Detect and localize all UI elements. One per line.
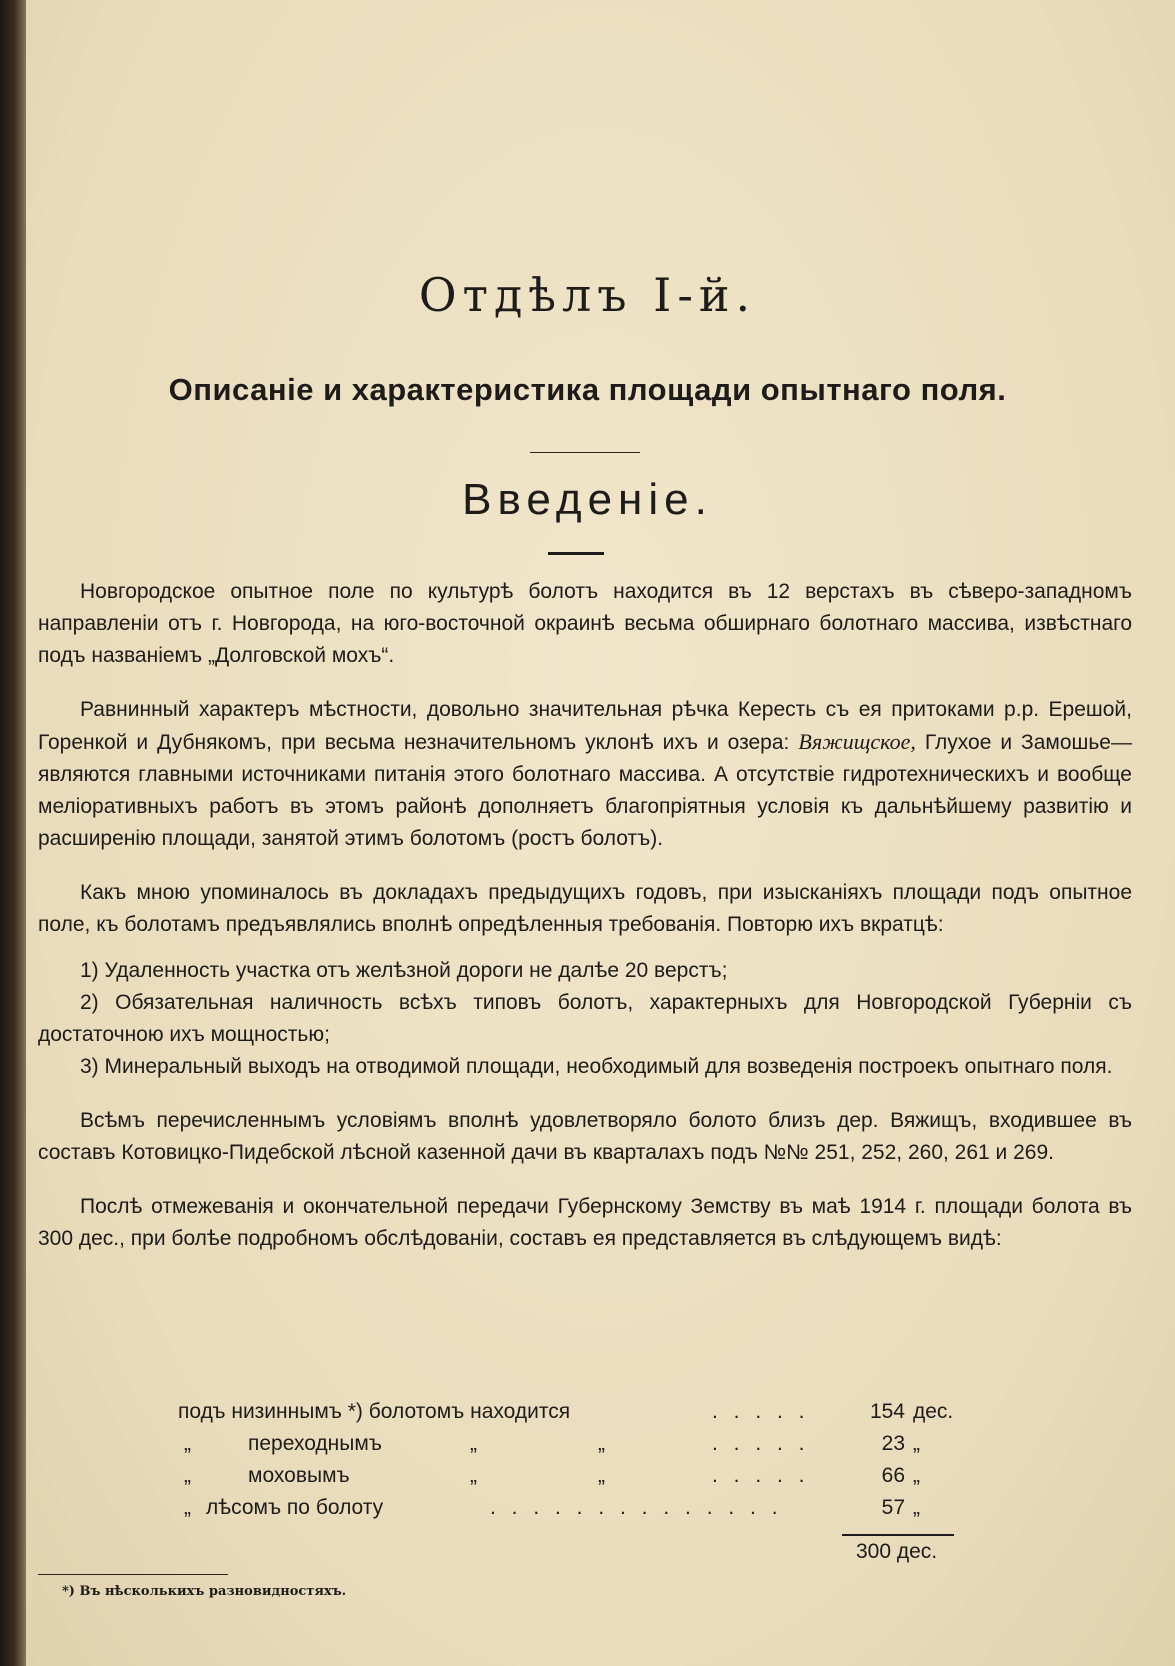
ditto-mark: „ — [598, 1464, 605, 1487]
footnote-rule — [38, 1574, 228, 1575]
table-row — [0, 1432, 1175, 1464]
dot-leader: . . . . . — [712, 1432, 810, 1455]
paragraph-terrain-start: Равнинный характеръ мѣстности, довольно значительная рѣчка Кересть съ ея притоками р.р. Ерешой, Горенкой и Дубнякомъ, при весьма незначительномъ уклонѣ ихъ и озера: — [38, 698, 1132, 754]
dot-leader: . . . . . . . . . . . . . . — [490, 1496, 783, 1519]
ditto-mark: „ — [184, 1432, 191, 1455]
paragraph-selection: Всѣмъ перечисленнымъ условіямъ вполнѣ удовлетворяло болото близъ дер. Вяжищъ, входившее въ составъ Котовицко-Пидебской лѣсной казенной дачи въ кварталахъ подъ №№ 251, 252, 260, 261 и 269. — [38, 1109, 1132, 1164]
row-unit: дес. — [913, 1400, 954, 1423]
section-title: Отдѣлъ I-й. — [418, 268, 757, 322]
row-label: моховымъ — [248, 1464, 350, 1487]
row-value: 154 — [869, 1400, 905, 1423]
ditto-mark: „ — [598, 1432, 605, 1455]
section-subtitle: Описаніе и характеристика площади опытнаго поля. — [168, 372, 1007, 407]
chapter-heading: Введеніе. — [462, 475, 713, 524]
row-unit: „ — [913, 1496, 920, 1519]
table-total: 300 дес. — [856, 1540, 938, 1563]
paragraph-composition: Послѣ отмежеванія и окончательной передачи Губернскому Земству въ маѣ 1914 г. площади болота въ 300 дес., при болѣе подробномъ обслѣдованіи, составъ ея представляется въ слѣдующемъ видѣ: — [38, 1195, 1132, 1250]
divider-bold — [548, 552, 604, 555]
body-text — [38, 576, 1132, 1255]
row-label: лѣсомъ по болоту — [206, 1496, 384, 1519]
list-item-2: 2) Обязательная наличность всѣхъ типовъ болотъ, характерныхъ для Новгородской Губерніи съ достаточною ихъ мощностью; — [38, 991, 1132, 1046]
ditto-mark: „ — [184, 1496, 191, 1519]
dot-leader: . . . . . — [712, 1400, 810, 1423]
row-unit: „ — [913, 1432, 920, 1455]
ditto-mark: „ — [184, 1464, 191, 1487]
row-unit: „ — [913, 1464, 920, 1487]
row-label: подъ низиннымъ *) болотомъ находится — [178, 1400, 571, 1423]
list-item-1: 1) Удаленность участка отъ желѣзной дороги не далѣе 20 верстъ; — [80, 959, 728, 982]
table-row — [0, 1400, 1175, 1432]
ditto-mark: „ — [470, 1464, 477, 1487]
lake-name-italic: Вяжищское, — [798, 729, 916, 754]
sum-rule — [842, 1534, 954, 1536]
paragraph-terrain-end: Глухое и Замошье—являются главными источниками питанія этого болотнаго массива. А отсутствіе гидротехническихъ и вообще меліоративныхъ работъ въ этомъ районѣ дополняетъ благопріятныя условія къ дальнѣйшему развитію и расширенію площади, занятой этимъ болотомъ (ростъ болотъ). — [38, 731, 1132, 850]
row-value: 23 — [881, 1432, 905, 1455]
paragraph-terrain — [38, 694, 1132, 855]
list-item-3: 3) Минеральный выходъ на отводимой площади, необходимый для возведенія построекъ опытнаго поля. — [80, 1055, 1113, 1078]
row-label: переходнымъ — [248, 1432, 382, 1455]
paragraph-location: Новгородское опытное поле по культурѣ болотъ находится въ 12 верстахъ въ сѣверо-западномъ направленіи отъ г. Новгорода, на юго-восточной окраинѣ весьма обширнаго болотнаго массива, извѣстнаго подъ названіемъ „Долговской мохъ“. — [38, 580, 1132, 667]
row-value: 57 — [881, 1496, 905, 1519]
table-row — [0, 1464, 1175, 1496]
divider-short — [530, 452, 640, 453]
paragraph-requirements: Какъ мною упоминалось въ докладахъ предыдущихъ годовъ, при изысканіяхъ площади подъ опытное поле, къ болотамъ предъявлялись вполнѣ опредѣленныя требованія. Повторю ихъ вкратцѣ: — [38, 881, 1132, 936]
footnote: *) Въ нѣсколькихъ разновидностяхъ. — [62, 1584, 347, 1599]
ditto-mark: „ — [470, 1432, 477, 1455]
table-row — [0, 1496, 1175, 1528]
row-value: 66 — [881, 1464, 905, 1487]
dot-leader: . . . . . — [712, 1464, 810, 1487]
